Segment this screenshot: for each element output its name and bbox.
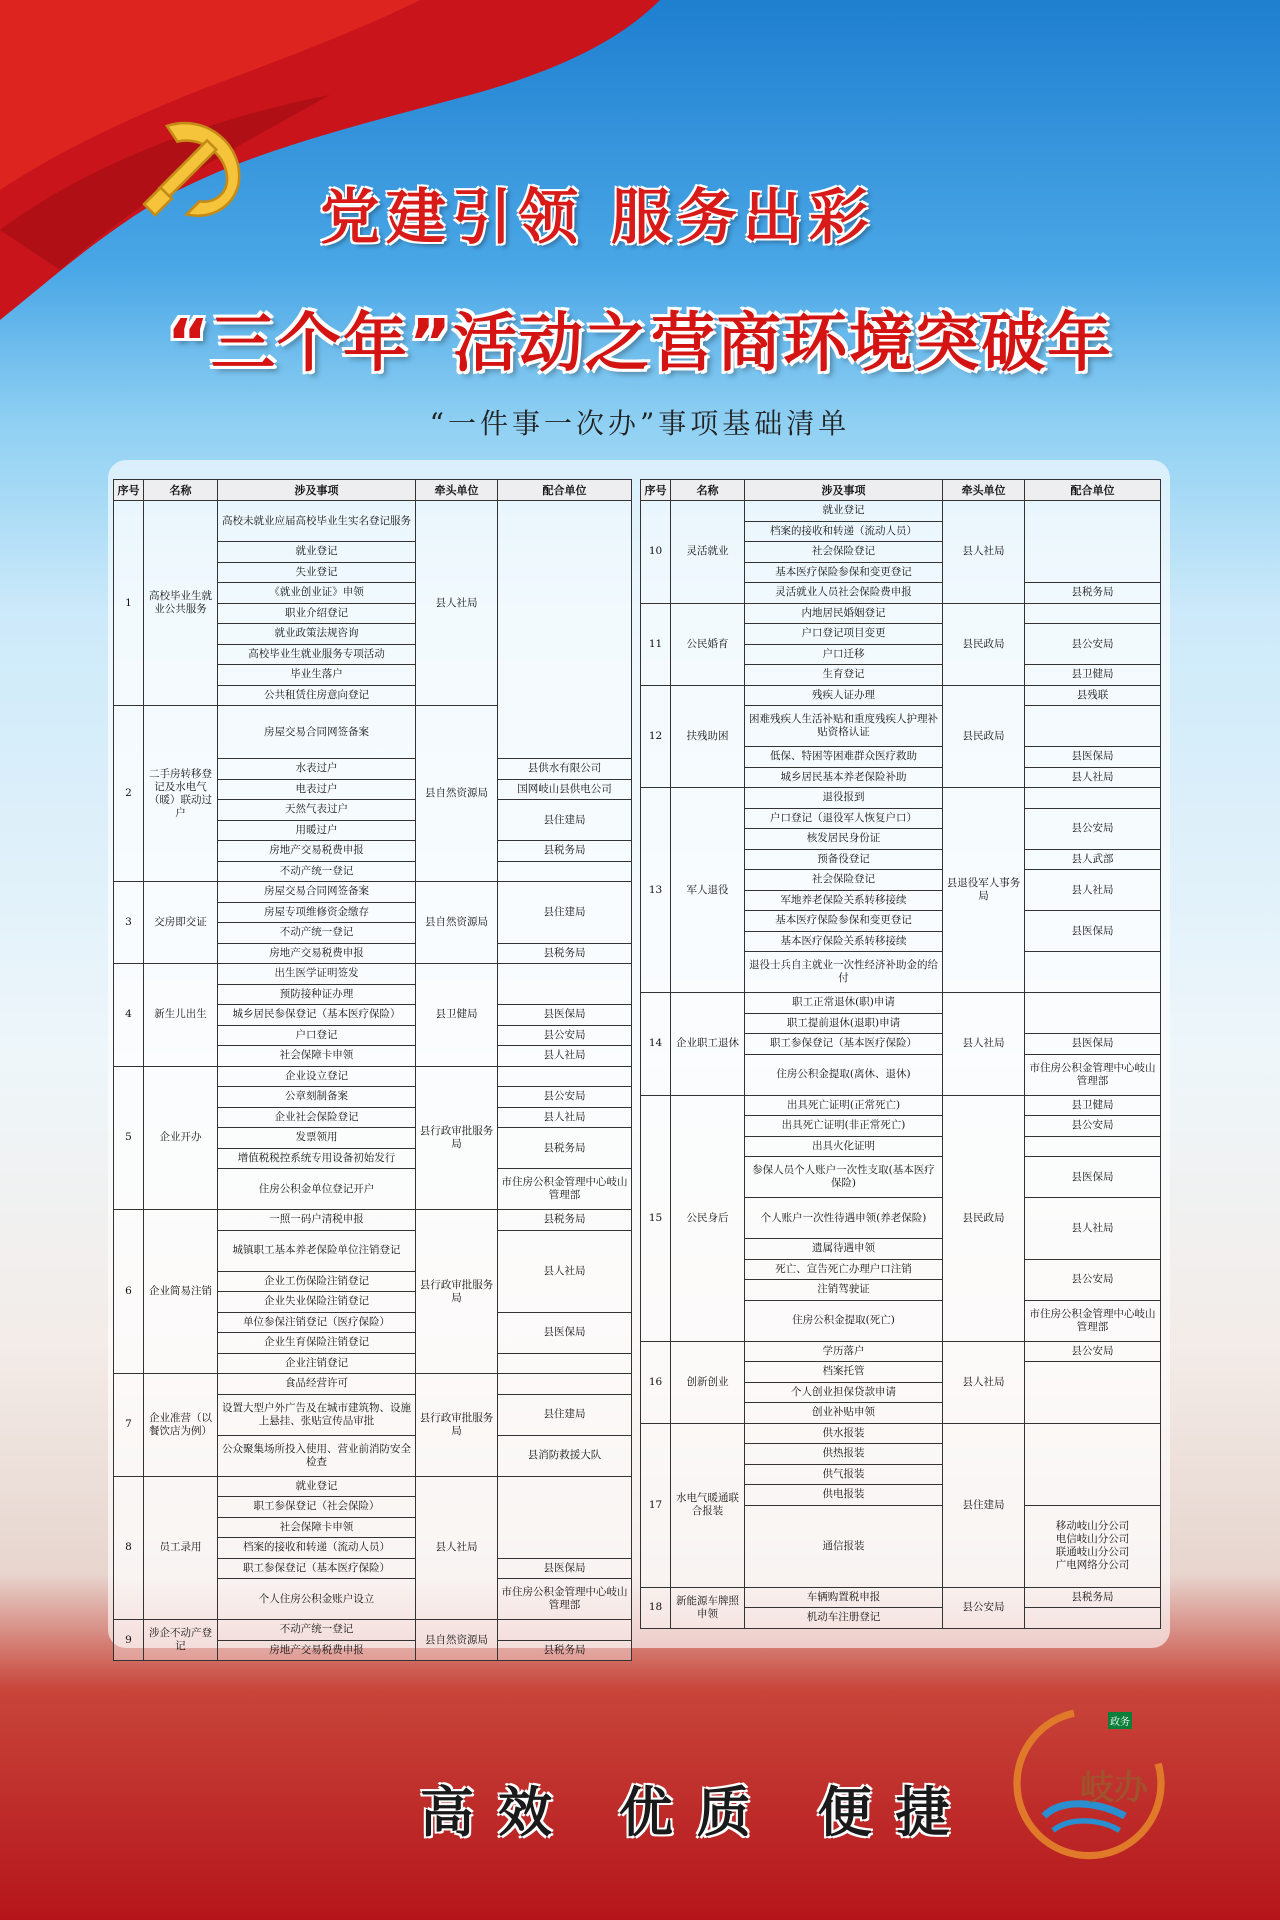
- row-lead: 县人社局: [416, 1476, 498, 1620]
- row-name: 企业开办: [144, 1066, 218, 1210]
- row-number: 1: [114, 501, 144, 706]
- party-emblem-icon: [128, 100, 258, 230]
- row-coop: [1025, 1136, 1161, 1157]
- row-coop: [1025, 1423, 1161, 1505]
- main-title: 党建引领 服务出彩: [320, 183, 875, 253]
- row-coop: 县医保局: [498, 1312, 632, 1353]
- row-item: 职业介绍登记: [218, 603, 416, 624]
- row-number: 9: [114, 1620, 144, 1661]
- logo-badge: 政务: [1108, 1712, 1132, 1729]
- row-number: 16: [641, 1341, 671, 1423]
- row-item: 基本医疗保险参保和变更登记: [745, 911, 943, 932]
- row-item: 企业生育保险注销登记: [218, 1333, 416, 1354]
- table-row: [114, 1620, 632, 1641]
- row-item: 档案的接收和转递（流动人员）: [218, 1538, 416, 1559]
- row-coop: [1025, 501, 1161, 583]
- row-item: 房屋交易合同网签备案: [218, 882, 416, 903]
- row-name: 扶残助困: [671, 685, 745, 788]
- row-number: 3: [114, 882, 144, 964]
- table-row: [641, 1587, 1161, 1608]
- row-item: 就业登记: [745, 501, 943, 522]
- row-coop: 县公安局: [1025, 1116, 1161, 1137]
- col-header-coop: 配合单位: [498, 480, 632, 501]
- row-name: 企业准营（以餐饮店为例）: [144, 1374, 218, 1477]
- row-lead: 县卫健局: [416, 964, 498, 1067]
- row-item: 车辆购置税申报: [745, 1587, 943, 1608]
- row-item: 职工正常退休(职)申请: [745, 993, 943, 1014]
- row-item: 职工参保登记（基本医疗保险）: [218, 1558, 416, 1579]
- row-coop: 县人社局: [498, 1107, 632, 1128]
- col-header-items: 涉及事项: [745, 480, 943, 501]
- row-item: 城乡居民基本养老保险补助: [745, 767, 943, 788]
- row-item: 房地产交易税费申报: [218, 1640, 416, 1661]
- row-coop: 县人武部: [1025, 849, 1161, 870]
- row-lead: 县住建局: [943, 1423, 1025, 1587]
- row-lead: 县民政局: [943, 603, 1025, 685]
- row-item: 房地产交易税费申报: [218, 943, 416, 964]
- row-coop: [1025, 706, 1161, 747]
- row-item: 注销驾驶证: [745, 1280, 943, 1301]
- row-item: 生育登记: [745, 665, 943, 686]
- table-row: [114, 882, 632, 903]
- col-header-name: 名称: [144, 480, 218, 501]
- row-coop: 县税务局: [1025, 583, 1161, 604]
- row-coop: [1025, 1505, 1161, 1587]
- row-item: 创业补贴申领: [745, 1403, 943, 1424]
- row-name: 公民婚育: [671, 603, 745, 685]
- row-coop: [498, 1374, 632, 1395]
- row-number: 15: [641, 1095, 671, 1341]
- table-row: [114, 1476, 632, 1497]
- row-item: 高校未就业应届高校毕业生实名登记服务: [218, 501, 416, 542]
- col-header-no: 序号: [641, 480, 671, 501]
- row-coop: 县医保局: [498, 1005, 632, 1026]
- row-item: 个人创业担保贷款申请: [745, 1382, 943, 1403]
- row-lead: 县行政审批服务局: [416, 1066, 498, 1210]
- row-coop: 县卫健局: [1025, 1095, 1161, 1116]
- row-coop: [1025, 952, 1161, 993]
- list-subtitle: “一件事一次办”事项基础清单: [429, 407, 851, 440]
- row-item: 参保人员个人账户一次性支取(基本医疗保险): [745, 1157, 943, 1198]
- table-row: [641, 603, 1161, 624]
- row-item: 基本医疗保险关系转移接续: [745, 931, 943, 952]
- row-number: 10: [641, 501, 671, 604]
- footer-slogan: 高效 优质 便捷: [420, 1780, 974, 1844]
- col-header-lead: 牵头单位: [416, 480, 498, 501]
- row-name: 创新创业: [671, 1341, 745, 1423]
- row-item: 公众聚集场所投入使用、营业前消防安全检查: [218, 1435, 416, 1476]
- row-item: 社会保险登记: [745, 542, 943, 563]
- row-number: 17: [641, 1423, 671, 1587]
- row-number: 12: [641, 685, 671, 788]
- row-item: 供热报装: [745, 1444, 943, 1465]
- row-item: 预备役登记: [745, 849, 943, 870]
- table-row: [114, 1374, 632, 1395]
- row-item: 档案托管: [745, 1362, 943, 1383]
- col-header-name: 名称: [671, 480, 745, 501]
- row-item: 社会保障卡申领: [218, 1517, 416, 1538]
- row-coop: 县公安局: [1025, 624, 1161, 665]
- row-name: 新能源车牌照申领: [671, 1587, 745, 1628]
- table-row: [641, 685, 1161, 706]
- row-item: 食品经营许可: [218, 1374, 416, 1395]
- row-number: 4: [114, 964, 144, 1067]
- row-item: 一照一码户清税申报: [218, 1210, 416, 1231]
- row-item: 预防接种证办理: [218, 984, 416, 1005]
- row-coop: [498, 1353, 632, 1374]
- row-coop: 县人社局: [1025, 767, 1161, 788]
- row-coop: 县住建局: [498, 1394, 632, 1435]
- row-lead: 县自然资源局: [416, 706, 498, 882]
- row-coop: 县住建局: [498, 800, 632, 841]
- row-coop: 县人社局: [1025, 1198, 1161, 1260]
- row-item: 增值税税控系统专用设备初始发行: [218, 1148, 416, 1169]
- table-row: [641, 1341, 1161, 1362]
- row-item: 社会保障卡申领: [218, 1046, 416, 1067]
- row-item: 公章刻制备案: [218, 1087, 416, 1108]
- row-lead: 县公安局: [943, 1587, 1025, 1628]
- row-name: 高校毕业生就业公共服务: [144, 501, 218, 706]
- table-row: [641, 501, 1161, 522]
- row-coop: 县卫健局: [1025, 665, 1161, 686]
- row-item: 就业政策法规咨询: [218, 624, 416, 645]
- row-coop: 县公安局: [1025, 808, 1161, 849]
- row-name: 灵活就业: [671, 501, 745, 604]
- row-coop: 县人社局: [1025, 870, 1161, 911]
- row-item: 职工提前退休(退职)申请: [745, 1013, 943, 1034]
- row-item: 企业社会保险登记: [218, 1107, 416, 1128]
- row-lead: 县行政审批服务局: [416, 1210, 498, 1374]
- row-item: 供电报装: [745, 1485, 943, 1506]
- row-item: 公共租赁住房意向登记: [218, 685, 416, 706]
- row-coop: 县医保局: [498, 1558, 632, 1579]
- row-name: 新生儿出生: [144, 964, 218, 1067]
- row-item: 残疾人证办理: [745, 685, 943, 706]
- row-coop: 县公安局: [1025, 1259, 1161, 1300]
- row-item: 城镇职工基本养老保险单位注销登记: [218, 1230, 416, 1271]
- row-item: 用暖过户: [218, 820, 416, 841]
- logo-text: 岐办: [1080, 1768, 1148, 1808]
- row-number: 11: [641, 603, 671, 685]
- table-row: [114, 964, 632, 985]
- row-coop: 市住房公积金管理中心岐山管理部: [1025, 1300, 1161, 1341]
- row-number: 8: [114, 1476, 144, 1620]
- row-lead: 县自然资源局: [416, 882, 498, 964]
- row-item: 单位参保注销登记（医疗保险）: [218, 1312, 416, 1333]
- col-header-no: 序号: [114, 480, 144, 501]
- row-item: 高校毕业生就业服务专项活动: [218, 644, 416, 665]
- row-coop: 县供水有限公司: [498, 759, 632, 780]
- row-coop-line: 广电网络分公司: [1055, 1559, 1130, 1571]
- row-name: 企业职工退休: [671, 993, 745, 1096]
- row-lead: 县人社局: [943, 501, 1025, 604]
- row-item: 水表过户: [218, 759, 416, 780]
- row-item: 低保、特困等困难群众医疗救助: [745, 747, 943, 768]
- row-item: 不动产统一登记: [218, 923, 416, 944]
- row-item: 职工参保登记（社会保险）: [218, 1497, 416, 1518]
- table-right: [640, 479, 1161, 1629]
- row-item: 供气报装: [745, 1464, 943, 1485]
- row-coop-line: 电信岐山分公司: [1055, 1533, 1130, 1545]
- row-coop: 县税务局: [498, 841, 632, 862]
- row-item: 不动产统一登记: [218, 861, 416, 882]
- row-coop: 县人社局: [498, 1230, 632, 1312]
- row-name: 涉企不动产登记: [144, 1620, 218, 1661]
- table-row: [114, 1066, 632, 1087]
- row-coop: 县税务局: [1025, 1587, 1161, 1608]
- row-coop: [498, 1066, 632, 1087]
- row-item: 户口登记项目变更: [745, 624, 943, 645]
- col-header-items: 涉及事项: [218, 480, 416, 501]
- row-item: 出具死亡证明(非正常死亡): [745, 1116, 943, 1137]
- row-name: 交房即交证: [144, 882, 218, 964]
- row-item: 学历落户: [745, 1341, 943, 1362]
- row-coop: [1025, 1362, 1161, 1424]
- row-item: 职工参保登记（基本医疗保险）: [745, 1034, 943, 1055]
- row-coop: 县住建局: [498, 882, 632, 944]
- row-coop: 县税务局: [498, 1640, 632, 1661]
- row-item: 个人账户一次性待遇申领(养老保险): [745, 1198, 943, 1239]
- col-header-lead: 牵头单位: [943, 480, 1025, 501]
- row-number: 13: [641, 788, 671, 993]
- row-coop: 县残联: [1025, 685, 1161, 706]
- col-header-coop: 配合单位: [1025, 480, 1161, 501]
- row-item: 个人住房公积金账户设立: [218, 1579, 416, 1620]
- row-item: 档案的接收和转递（流动人员）: [745, 521, 943, 542]
- row-name: 企业简易注销: [144, 1210, 218, 1374]
- row-item: 天然气表过户: [218, 800, 416, 821]
- row-item: 设置大型户外广告及在城市建筑物、设施上悬挂、张贴宣传品审批: [218, 1394, 416, 1435]
- row-coop: [1025, 788, 1161, 809]
- row-item: 发票领用: [218, 1128, 416, 1149]
- row-item: 出生医学证明签发: [218, 964, 416, 985]
- row-lead: 县民政局: [943, 1095, 1025, 1341]
- row-name: 二手房转移登记及水电气（暖）联动过户: [144, 706, 218, 882]
- row-coop: 国网岐山县供电公司: [498, 779, 632, 800]
- row-item: 企业设立登记: [218, 1066, 416, 1087]
- row-name: 水电气暖通联合报装: [671, 1423, 745, 1587]
- row-item: 机动车注册登记: [745, 1608, 943, 1629]
- row-item: 死亡、宣告死亡办理户口注销: [745, 1259, 943, 1280]
- row-lead: 县人社局: [416, 501, 498, 706]
- table-row: [641, 788, 1161, 809]
- row-lead: 县民政局: [943, 685, 1025, 788]
- row-item: 出具死亡证明(正常死亡): [745, 1095, 943, 1116]
- row-item: 出具火化证明: [745, 1136, 943, 1157]
- row-item: 基本医疗保险参保和变更登记: [745, 562, 943, 583]
- row-number: 5: [114, 1066, 144, 1210]
- row-coop: 县公安局: [1025, 1341, 1161, 1362]
- row-item: 通信报装: [745, 1505, 943, 1587]
- row-coop: [1025, 993, 1161, 1034]
- row-coop: [498, 964, 632, 1005]
- row-name: 军人退役: [671, 788, 745, 993]
- table-row: [641, 993, 1161, 1014]
- table-row: [641, 1423, 1161, 1444]
- row-item: 企业注销登记: [218, 1353, 416, 1374]
- row-item: 住房公积金单位登记开户: [218, 1169, 416, 1210]
- row-coop: 市住房公积金管理中心岐山管理部: [498, 1169, 632, 1210]
- row-coop: 县税务局: [498, 1128, 632, 1169]
- row-item: 社会保险登记: [745, 870, 943, 891]
- row-item: 灵活就业人员社会保险费申报: [745, 583, 943, 604]
- row-number: 18: [641, 1587, 671, 1628]
- row-coop: 县公安局: [498, 1087, 632, 1108]
- row-coop: 县医保局: [1025, 747, 1161, 768]
- row-item: 军地养老保险关系转移接续: [745, 890, 943, 911]
- row-coop: [1025, 603, 1161, 624]
- row-item: 就业登记: [218, 1476, 416, 1497]
- row-item: 住房公积金提取(死亡): [745, 1300, 943, 1341]
- row-coop: 县税务局: [498, 943, 632, 964]
- row-item: 困难残疾人生活补贴和重度残疾人护理补贴资格认证: [745, 706, 943, 747]
- table-left: [113, 479, 632, 1661]
- row-item: 遗属待遇申领: [745, 1239, 943, 1260]
- row-number: 14: [641, 993, 671, 1096]
- row-item: 电表过户: [218, 779, 416, 800]
- row-name: 员工录用: [144, 1476, 218, 1620]
- row-coop-line: 联通岐山分公司: [1055, 1546, 1130, 1558]
- row-item: 户口迁移: [745, 644, 943, 665]
- row-number: 7: [114, 1374, 144, 1477]
- row-coop: 县医保局: [1025, 1157, 1161, 1198]
- row-lead: 县人社局: [943, 1341, 1025, 1423]
- row-coop: [498, 501, 632, 759]
- row-item: 核发居民身份证: [745, 829, 943, 850]
- row-coop: 县医保局: [1025, 1034, 1161, 1055]
- row-item: 户口登记: [218, 1025, 416, 1046]
- row-lead: 县人社局: [943, 993, 1025, 1096]
- row-item: 住房公积金提取(离休、退休): [745, 1054, 943, 1095]
- row-coop: 市住房公积金管理中心岐山管理部: [498, 1579, 632, 1620]
- row-number: 6: [114, 1210, 144, 1374]
- row-item: 退役报到: [745, 788, 943, 809]
- row-number: 2: [114, 706, 144, 882]
- row-coop: [498, 861, 632, 882]
- row-coop: 县医保局: [1025, 911, 1161, 952]
- row-lead: 县行政审批服务局: [416, 1374, 498, 1477]
- row-item: 不动产统一登记: [218, 1620, 416, 1641]
- row-name: 公民身后: [671, 1095, 745, 1341]
- table-row: [641, 1095, 1161, 1116]
- row-coop: 县人社局: [498, 1046, 632, 1067]
- row-item: 毕业生落户: [218, 665, 416, 686]
- table-row: [114, 501, 632, 542]
- row-coop: [498, 1476, 632, 1558]
- table-row: [114, 1210, 632, 1231]
- row-coop: 市住房公积金管理中心岐山管理部: [1025, 1054, 1161, 1095]
- row-item: 企业工伤保险注销登记: [218, 1271, 416, 1292]
- row-item: 内地居民婚姻登记: [745, 603, 943, 624]
- campaign-title: “三个年”活动之营商环境突破年: [166, 307, 1114, 381]
- row-coop: 县税务局: [498, 1210, 632, 1231]
- row-item: 城乡居民参保登记（基本医疗保险）: [218, 1005, 416, 1026]
- row-item: 供水报装: [745, 1423, 943, 1444]
- row-item: 户口登记（退役军人恢复户口）: [745, 808, 943, 829]
- row-coop: 县消防救援大队: [498, 1435, 632, 1476]
- row-item: 房地产交易税费申报: [218, 841, 416, 862]
- row-coop: [1025, 1608, 1161, 1629]
- row-item: 房屋专项维修资金缴存: [218, 902, 416, 923]
- row-item: 退役士兵自主就业一次性经济补助金的给付: [745, 952, 943, 993]
- row-lead: 县退役军人事务局: [943, 788, 1025, 993]
- row-item: 失业登记: [218, 562, 416, 583]
- row-lead: 县自然资源局: [416, 1620, 498, 1661]
- row-coop: [498, 1620, 632, 1641]
- row-item: 就业登记: [218, 542, 416, 563]
- row-item: 《就业创业证》申领: [218, 583, 416, 604]
- row-coop: 县公安局: [498, 1025, 632, 1046]
- row-coop-line: 移动岐山分公司: [1055, 1520, 1130, 1532]
- row-item: 房屋交易合同网签备案: [218, 706, 416, 759]
- row-item: 企业失业保险注销登记: [218, 1292, 416, 1313]
